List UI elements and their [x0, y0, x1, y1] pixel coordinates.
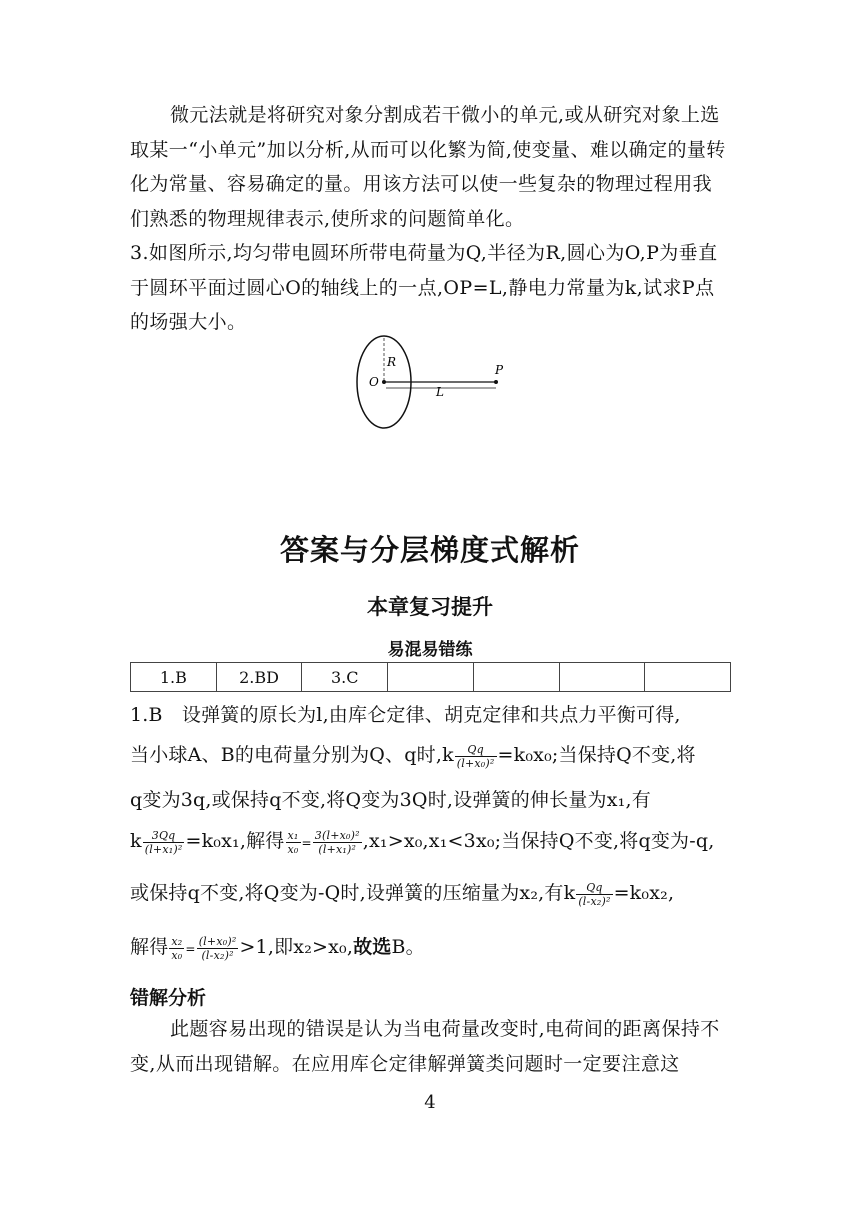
- answer-cell: 3.C: [302, 663, 388, 692]
- fraction-6: $\frac{\text{x₂}}{\text{x₀}}$: [171, 934, 183, 962]
- answer-cell: [645, 663, 731, 692]
- main-heading: 答案与分层梯度式解析: [279, 533, 580, 567]
- analysis-paragraph: 此题容易出现的错误是认为当电荷量改变时,电荷间的距离保持不变,从而出现错解。在应用库仑定律解弹簧类问题时一定要注意这: [130, 1018, 720, 1075]
- answer-cell: [473, 663, 559, 692]
- center-point: [382, 380, 386, 384]
- question-3: 3.如图所示,均匀带电圆环所带电荷量为Q,半径为R,圆心为O,P为垂直于圆环平面过圆心O的轴线上的一点,OP=L,静电力常量为k,试求P点的场强大小。: [130, 242, 718, 333]
- charged-ring-figure: [350, 330, 510, 434]
- answer-cell: [559, 663, 645, 692]
- solution-line-4: k $\frac{3Qq}{\text{(l+x₁)²}}$ =k₀x₁,解得 $\frac{\text{x₁}}{\text{x₀}}$ = $\frac{\text{3(l+x₀)²}}{\text{(l+x₁)²}}$ ,x₁>x₀,x₁<3x₀;当保持Q不变,将q变为-q,: [130, 828, 715, 856]
- fraction-3: $\frac{\text{x₁}}{\text{x₀}}$: [287, 828, 299, 856]
- fraction-1: $\frac{Qq}{\text{(l+x₀)²}}$: [456, 742, 495, 770]
- label-p: P: [495, 363, 504, 377]
- section-heading: 易混易错练: [387, 640, 473, 660]
- point-p: [494, 380, 498, 384]
- fraction-5: $\frac{Qq}{\text{(l-x₂)²}}$: [578, 880, 611, 908]
- solution-line-1: 1.B 设弹簧的原长为l,由库仑定律、胡克定律和共点力平衡可得,: [130, 704, 681, 726]
- chapter-heading: 本章复习提升: [367, 595, 493, 619]
- analysis-block: [130, 1012, 730, 1081]
- page-number: 4: [424, 1092, 436, 1113]
- fraction-2: $\frac{3Qq}{\text{(l+x₁)²}}$: [144, 828, 183, 856]
- answer-cell: 1.B: [131, 663, 217, 692]
- solution-line-2: 当小球A、B的电荷量分别为Q、q时,k $\frac{Qq}{\text{(l+x₀)²}}$ =k₀x₀;当保持Q不变,将: [130, 742, 696, 770]
- fraction-4: $\frac{\text{3(l+x₀)²}}{\text{(l+x₁)²}}$: [314, 828, 360, 856]
- fraction-7: $\frac{\text{(l+x₀)²}}{\text{(l-x₂)²}}$: [198, 934, 237, 962]
- solution-line-5: 或保持q不变,将Q变为-Q时,设弹簧的压缩量为x₂,有k $\frac{Qq}{\text{(l-x₂)²}}$ =k₀x₂,: [130, 880, 675, 908]
- solution-line-3: q变为3q,或保持q不变,将Q变为3Q时,设弹簧的伸长量为x₁,有: [130, 789, 651, 811]
- intro-paragraph: 微元法就是将研究对象分割成若干微小的单元,或从研究对象上选取某一“小单元”加以分析,从而可以化繁为简,使变量、难以确定的量转化为常量、容易确定的量。用该方法可以使一些复杂的物理过程用我们熟悉的物理规律表示,使所求的问题简单化。: [130, 104, 726, 230]
- answer-cell: [388, 663, 474, 692]
- label-l: L: [436, 385, 444, 399]
- label-r: R: [387, 355, 397, 369]
- analysis-title: 错解分析: [130, 987, 207, 1009]
- solution-line-6: 解得 $\frac{\text{x₂}}{\text{x₀}}$ = $\frac{\text{(l+x₀)²}}{\text{(l-x₂)²}}$ >1,即x₂>x₀,故选B。: [130, 934, 425, 962]
- answers-table: [130, 662, 731, 692]
- intro-block: [130, 98, 730, 340]
- answer-cell: 2.BD: [216, 663, 302, 692]
- label-o: O: [369, 375, 379, 389]
